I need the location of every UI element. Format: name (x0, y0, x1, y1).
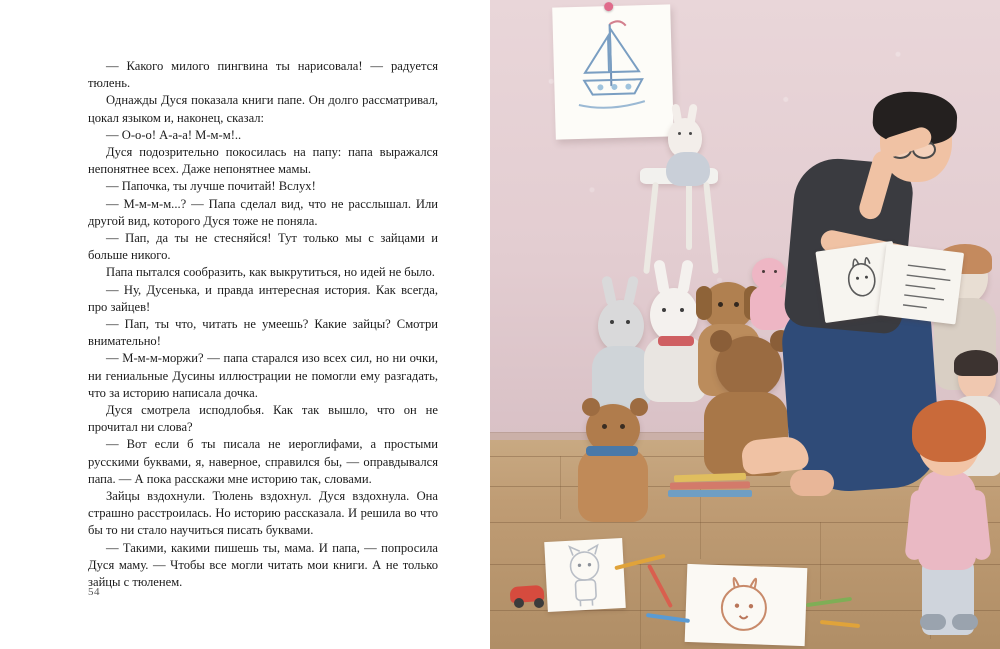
paragraph: — Папочка, ты лучше почитай! Вслух! (106, 179, 316, 194)
paragraph: — М-м-м-моржи? — папа старался изо всех сил, но ни очки, ни гениальные Дусины иллюстрации не помогли ему разгадать, что за историю написала дочка. (88, 351, 438, 400)
paragraph: — М-м-м-м...? — Папа сделал вид, что не расслышал. Или другой вид, которого Дуся тоже не поняла. (88, 196, 438, 228)
paragraph: — Какого милого пингвина ты нарисовала! — радуется тюлень. (88, 59, 438, 91)
floor-drawing-rabbit (685, 564, 808, 646)
paragraph: — Вот если б ты писала не иероглифами, а простыми русскими буквами, я, наверное, справился бы, — оправдывался папа. — А пока расскажи мне историю так, словами. (88, 437, 438, 486)
pinned-drawing-sailboat (552, 4, 674, 139)
paragraph: Зайцы вздохнули. Тюлень вздохнул. Дуся вздохнула. Она страшно расстроилась. Но историю рассказала. И решила во что бы то ни стало научиться писать буквами. (88, 489, 438, 538)
paragraph: Папа пытался сообразить, как выкрутиться, но идей не было. (106, 265, 435, 280)
left-text-page (0, 0, 490, 649)
right-illustration-page (490, 0, 1000, 649)
paragraph: — Пап, да ты не стесняйся! Тут только мы с зайцами и больше никого. (88, 231, 438, 263)
floor-drawing-cat (544, 538, 626, 612)
paragraph: — Ну, Дусенька, и правда интересная история. Как всегда, про зайцев! (88, 282, 438, 314)
child-shirt (918, 470, 976, 570)
paragraph: Дуся подозрительно покосилась на папу: папа выражался непонятнее всех. Даже непонятнее мамы. (88, 145, 438, 177)
paragraph: Однажды Дуся показала книги папе. Он долго рассматривал, цокал языком и, наконец, сказал: (88, 93, 438, 125)
child-foot (952, 614, 978, 630)
body-text (88, 58, 438, 591)
paragraph: Дуся смотрела исподлобья. Как так вышло, что он не прочитал ни слова? (88, 403, 438, 435)
book-stack (668, 490, 752, 497)
paragraph: — Пап, ты что, читать не умеешь? Какие зайцы? Смотри внимательно! (88, 317, 438, 349)
toy-car-wheel (534, 598, 544, 608)
illustration-nursery-scene (490, 0, 1000, 649)
child-foot (920, 614, 946, 630)
page-number: 54 (88, 586, 100, 598)
paragraph: — О-о-о! А-а-а! М-м-м!.. (106, 127, 242, 142)
child-hair (912, 400, 986, 462)
father-foot-2 (790, 470, 834, 496)
toy-car-wheel (514, 598, 524, 608)
paragraph: — Такими, какими пишешь ты, мама. И папа, — попросила Дуся маму. — Чтобы все могли читать мои книги. А не только зайцы с тюленем. (88, 540, 438, 590)
stool-leg (686, 180, 692, 250)
father-foot (740, 435, 809, 476)
book-stack (670, 481, 750, 489)
